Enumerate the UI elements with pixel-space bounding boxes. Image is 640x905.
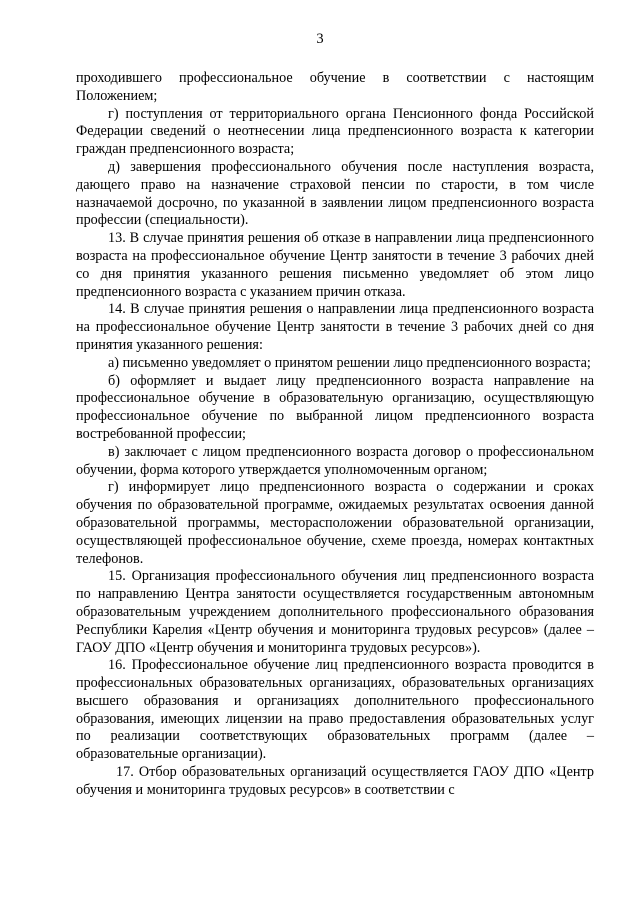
paragraph-continuation: проходившего профессиональное обучение в соответствии с настоящим Положением; <box>76 70 594 104</box>
paragraph-14: 14. В случае принятия решения о направлении лица предпенсионного возраста на профессиональное обучение Центр занятости в течение 3 рабочих дней со дня принятия указанного решения: <box>76 301 594 353</box>
paragraph-14-g: г) информирует лицо предпенсионного возраста о содержании и сроках обучения по образовательной программе, ожидаемых результатах освоения данной образовательной программы, месторасположении образовательной организации, осуществляющей профессиональное обучение, схеме проезда, номерах контактных телефонов. <box>76 479 594 567</box>
paragraph-13: 13. В случае принятия решения об отказе в направлении лица предпенсионного возраста на профессиональное обучение Центр занятости в течение 3 рабочих дней со дня принятия указанного решения письменно уведомляет об этом лицо предпенсионного возраста с указанием причин отказа. <box>76 230 594 300</box>
paragraph-item-d: д) завершения профессионального обучения после наступления возраста, дающего право на назначение страховой пенсии по старости, в том числе назначаемой досрочно, по указанной в заявлении лицом предпенсионного возраста профессии (специальности). <box>76 158 594 229</box>
paragraph-15: 15. Организация профессионального обучения лиц предпенсионного возраста по направлению Центра занятости осуществляется государственным автономным образовательным учреждением дополнительного профессионального образования Республики Карелия «Центр обучения и мониторинга трудовых ресурсов» (далее – ГАОУ ДПО «Центр обучения и мониторинга трудовых ресурсов»). <box>76 568 594 656</box>
paragraph-14-v: в) заключает с лицом предпенсионного возраста договор о профессиональном обучении, форма которого утверждается уполномоченным органом; <box>76 443 594 478</box>
paragraph-16: 16. Профессиональное обучение лиц предпенсионного возраста проводится в профессиональных образовательных организациях, образовательных организациях высшего образования и организациях дополнительного профессионального образования, имеющих лицензии на право предоставления образовательных услуг по реализации соответствующих образовательных программ (далее – образовательные организации). <box>76 657 594 763</box>
document-body <box>76 70 594 800</box>
paragraph-17: 17. Отбор образовательных организаций осуществляется ГАОУ ДПО «Центр обучения и мониторинга трудовых ресурсов» в соответствии с <box>76 764 594 798</box>
page-number: 3 <box>316 31 324 47</box>
paragraph-item-g: г) поступления от территориального органа Пенсионного фонда Российской Федерации сведений о неотнесении лица предпенсионного возраста к категории граждан предпенсионного возраста; <box>76 105 594 158</box>
paragraph-14-b: б) оформляет и выдает лицу предпенсионного возраста направление на профессиональное обучение в образовательную организацию, осуществляющую профессиональное обучение по выбранной лицом предпенсионного возраста востребованной профессии; <box>76 372 594 442</box>
paragraph-14-a: а) письменно уведомляет о принятом решении лицо предпенсионного возраста; <box>108 354 591 371</box>
